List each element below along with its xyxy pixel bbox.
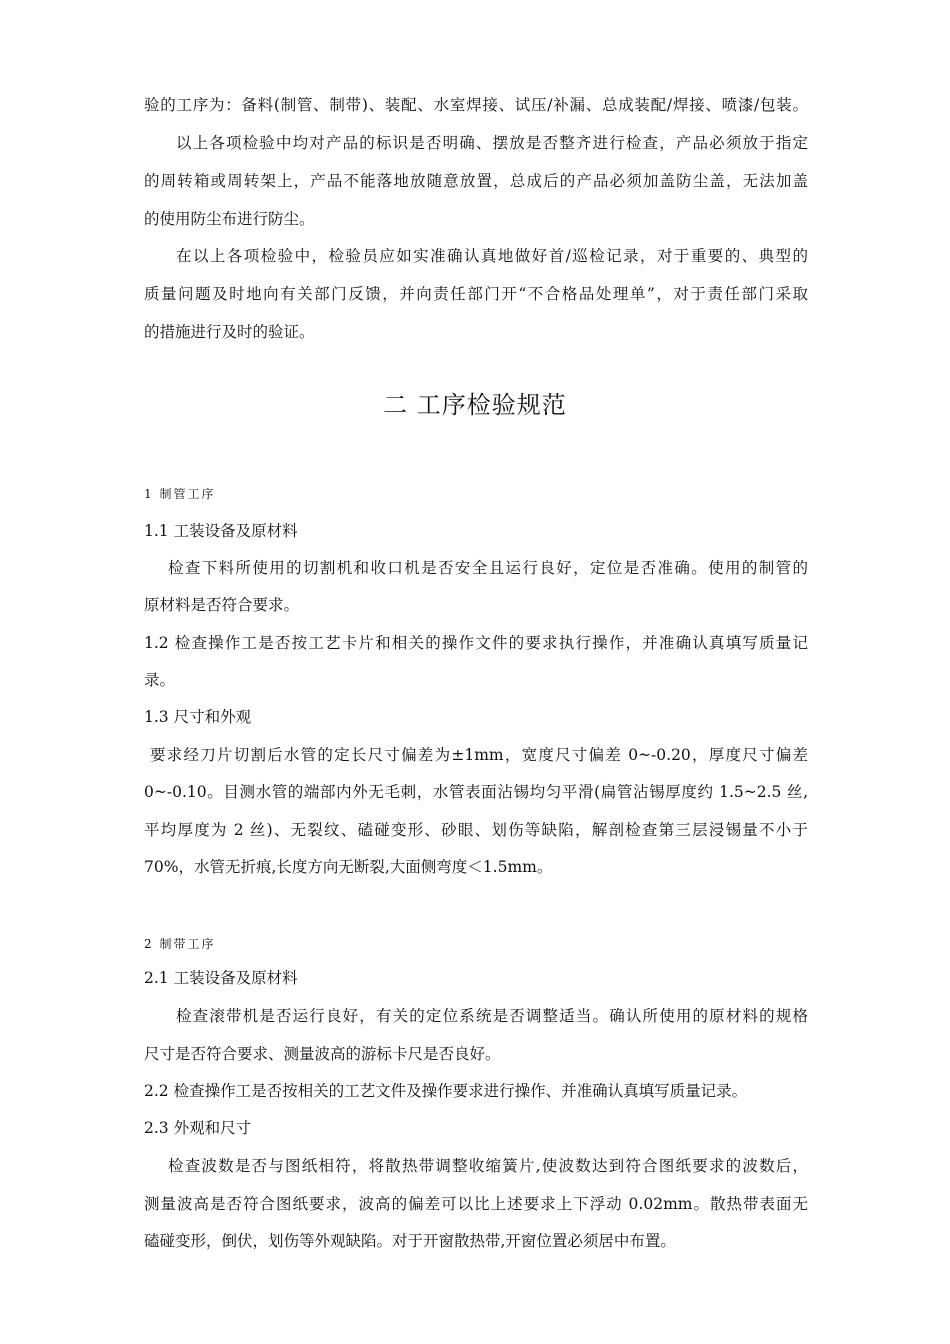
subsection-heading: 2.1 工装设备及原材料: [144, 969, 298, 987]
paragraph-line: 在以上各项检验中，检验员应如实准确认真地做好首/巡检记录，对于重要的、典型的: [176, 247, 808, 265]
paragraph-line: 要求经刀片切割后水管的定长尺寸偏差为±1mm，宽度尺寸偏差 0~-0.20，厚度尺寸偏差: [150, 746, 808, 764]
paragraph-line: 检查下料所使用的切割机和收口机是否安全且运行良好，定位是否准确。使用的制管的: [168, 559, 808, 577]
paragraph-line: 平均厚度为 2 丝)、无裂纹、磕碰变形、砂眼、划伤等缺陷，解剖检查第三层浸锡量不小于: [144, 821, 808, 839]
paragraph-line: 70%，水管无折痕,长度方向无断裂,大面侧弯度＜1.5mm。: [144, 858, 553, 876]
paragraph-line: 的使用防尘布进行防尘。: [144, 210, 315, 228]
section-heading: 2 制带工序: [144, 937, 216, 951]
paragraph-line: 2.2 检查操作工是否按相关的工艺文件及操作要求进行操作、并准确认真填写质量记录。: [144, 1082, 748, 1100]
subsection-heading: 1.3 尺寸和外观: [144, 708, 252, 726]
paragraph-line: 0~-0.10。目测水管的端部内外无毛刺，水管表面沾锡均匀平滑(扁管沾锡厚度约 1.5~2.5 丝,: [144, 783, 808, 801]
paragraph-line: 1.2 检查操作工是否按工艺卡片和相关的操作文件的要求执行操作，并准确认真填写质量记: [144, 634, 808, 652]
intro-line: 验的工序为：备料(制管、制带)、装配、水室焊接、试压/补漏、总成装配/焊接、喷漆/包装。: [144, 96, 808, 114]
paragraph-line: 测量波高是否符合图纸要求，波高的偏差可以比上述要求上下浮动 0.02mm。散热带表面无: [144, 1195, 808, 1213]
paragraph-line: 原材料是否符合要求。: [144, 596, 300, 614]
paragraph-line: 检查滚带机是否运行良好，有关的定位系统是否调整适当。确认所使用的原材料的规格: [176, 1007, 808, 1025]
paragraph-line: 录。: [144, 671, 176, 689]
paragraph-line: 的周转箱或周转架上，产品不能落地放随意放置，总成后的产品必须加盖防尘盖，无法加盖: [144, 172, 808, 190]
paragraph-line: 质量问题及时地向有关部门反馈，并向责任部门开“不合格品处理单”，对于责任部门采取: [144, 285, 808, 303]
section-heading: 1 制管工序: [144, 487, 216, 501]
subsection-heading: 2.3 外观和尺寸: [144, 1119, 252, 1137]
subsection-heading: 1.1 工装设备及原材料: [144, 522, 298, 540]
paragraph-line: 磕碰变形，倒伏，划伤等外观缺陷。对于开窗散热带,开窗位置必须居中布置。: [144, 1232, 676, 1250]
paragraph-line: 尺寸是否符合要求、测量波高的游标卡尺是否良好。: [144, 1045, 501, 1063]
paragraph-line: 的措施进行及时的验证。: [144, 323, 315, 341]
section-title: 二 工序检验规范: [383, 391, 567, 419]
paragraph-line: 检查波数是否与图纸相符，将散热带调整收缩簧片,使波数达到符合图纸要求的波数后，: [168, 1157, 808, 1175]
paragraph-line: 以上各项检验中均对产品的标识是否明确、摆放是否整齐进行检查，产品必须放于指定: [176, 134, 808, 152]
